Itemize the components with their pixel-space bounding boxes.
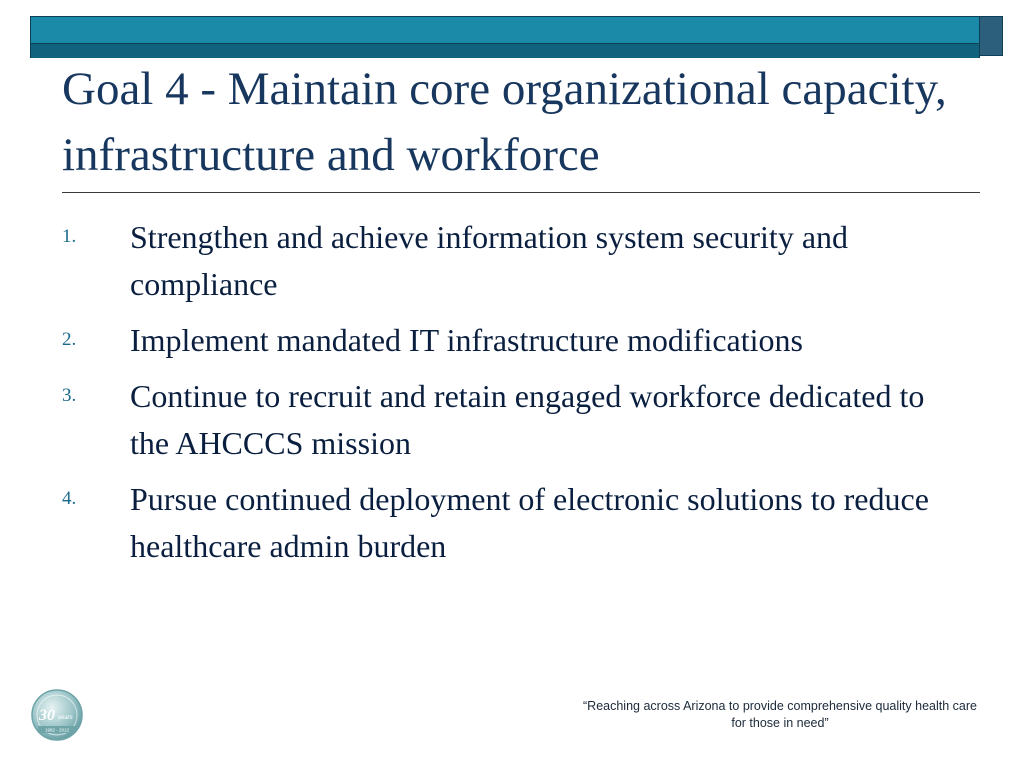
- list-item: [62, 317, 962, 364]
- logo-dates: 1982 - 2012: [44, 727, 70, 733]
- list-item-text: Pursue continued deployment of electronic solutions to reduce healthcare admin burden: [130, 481, 929, 564]
- corner-square: [979, 16, 1003, 56]
- footer-tagline: “Reaching across Arizona to provide comprehensive quality health care for those in need”: [583, 699, 977, 730]
- header-bar: [30, 16, 980, 58]
- list-item: [62, 476, 962, 570]
- list-item: [62, 214, 962, 308]
- list-item-text: Strengthen and achieve information system security and compliance: [130, 219, 849, 302]
- list-item-number: 2.: [62, 329, 77, 350]
- list-item-text: Continue to recruit and retain engaged workforce dedicated to the AHCCCS mission: [130, 378, 925, 461]
- list-item-number: 1.: [62, 226, 77, 247]
- goal-list: [62, 214, 962, 579]
- list-item-text: Implement mandated IT infrastructure modifications: [130, 322, 803, 358]
- anniversary-logo-icon: [30, 688, 84, 742]
- slide-title: Goal 4 - Maintain core organizational capacity, infrastructure and workforce: [62, 63, 947, 181]
- list-item: [62, 373, 962, 467]
- title-divider: [62, 192, 980, 193]
- logo-number: 30: [39, 707, 55, 724]
- list-item-number: 4.: [62, 488, 77, 509]
- list-item-number: 3.: [62, 385, 77, 406]
- logo-word: years: [58, 715, 73, 721]
